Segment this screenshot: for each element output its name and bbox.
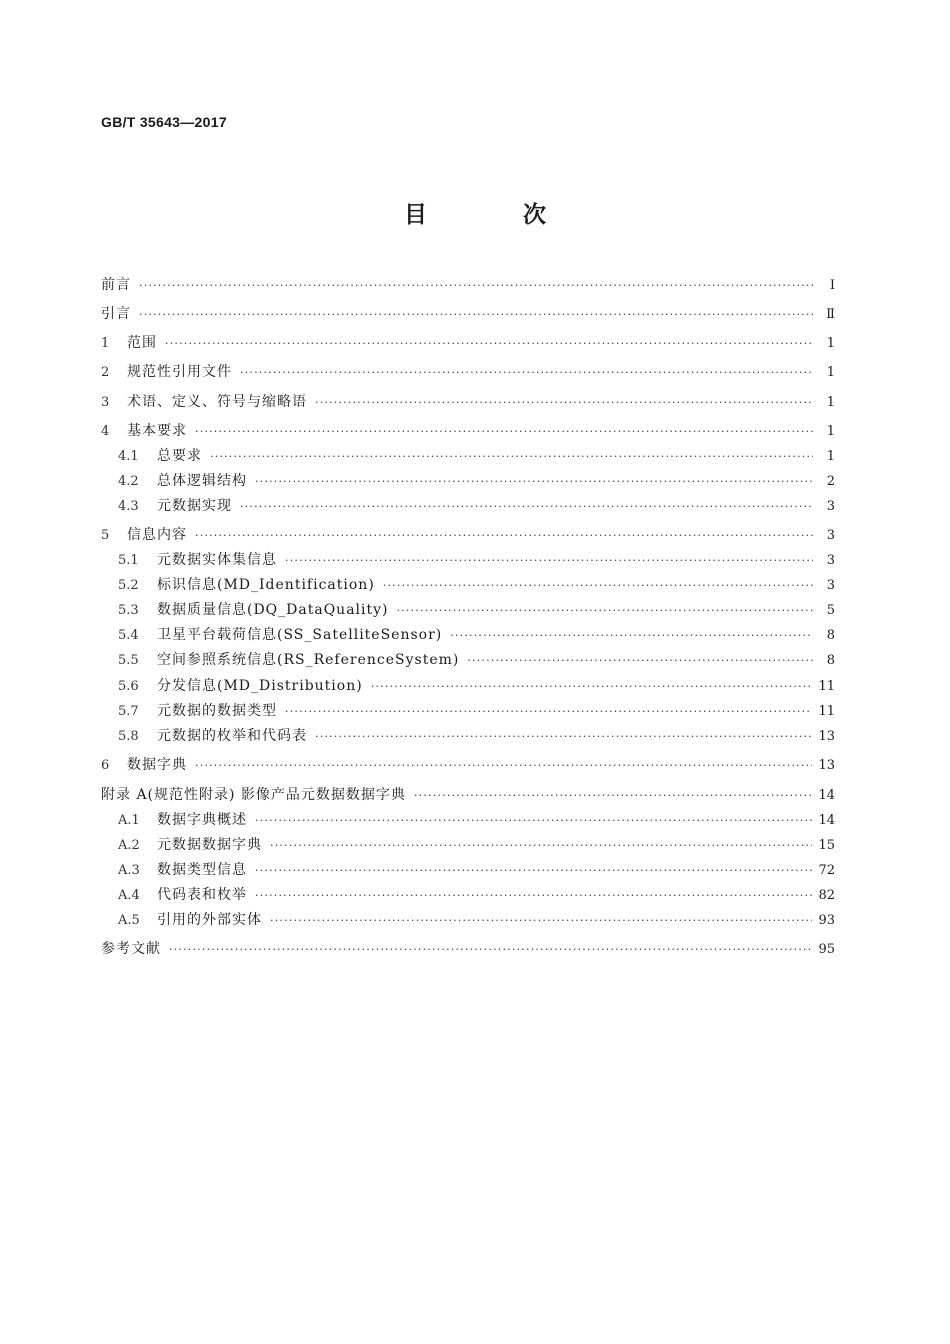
dot-leader [467,650,813,672]
dot-leader [165,333,813,355]
toc-entry-number: A.5 [118,913,140,928]
toc-entry-number: 5 [101,528,110,543]
toc-entry-page-number: 95 [818,942,835,957]
toc-entry-title: 总要求 [157,448,202,464]
toc-entry[interactable] [118,700,835,722]
toc-entry-page-number: 8 [826,628,835,643]
toc-entry-title: 参考文献 [101,941,161,957]
toc-entry[interactable] [118,834,835,856]
dot-leader [255,885,812,907]
dot-leader [383,575,813,597]
toc-entry-number: 5.5 [118,653,139,668]
toc-entry-page-number: 2 [826,474,835,489]
toc-entry-page-number: 11 [818,679,835,694]
toc-entry[interactable] [118,574,835,596]
page-title: 目 次 [403,202,590,228]
toc-entry-title: 分发信息(MD_Distribution) [157,678,363,694]
toc-entry-page-number: Ⅱ [826,307,835,322]
toc-entry-number: 5.4 [118,628,139,643]
dot-leader [270,835,812,857]
toc-entry-title: 总体逻辑结构 [157,473,247,489]
toc-entry[interactable] [118,909,835,931]
dot-leader [285,701,812,723]
toc-entry-number: 1 [101,336,110,351]
dot-leader [210,446,813,468]
dot-leader [315,726,812,748]
dot-leader [195,755,812,777]
toc-entry[interactable] [101,524,835,546]
toc-entry[interactable] [118,624,835,646]
dot-leader [240,362,813,384]
toc-entry-title: 数据质量信息(DQ_DataQuality) [157,602,389,618]
toc-entry[interactable] [118,649,835,671]
toc-entry[interactable] [118,599,835,621]
toc-entry-title: 代码表和枚举 [157,887,247,903]
toc-entry-number: A.3 [118,863,140,878]
toc-entry-page-number: 3 [826,553,835,568]
dot-leader [255,860,812,882]
toc-entry-page-number: 3 [826,528,835,543]
toc-entry[interactable] [101,754,835,776]
toc-entry[interactable] [118,884,835,906]
toc-entry-page-number: 1 [826,336,835,351]
toc-entry-title: 标识信息(MD_Identification) [157,577,375,593]
toc-entry-title: 范围 [127,335,157,351]
toc-entry-number: 2 [101,365,110,380]
toc-entry-number: 5.2 [118,578,139,593]
toc-entry-title: 元数据数据字典 [157,837,262,853]
toc-entry-title: 引用的外部实体 [157,912,262,928]
toc-entry[interactable] [101,332,835,354]
toc-entry[interactable] [118,495,835,517]
toc-entry[interactable] [118,809,835,831]
toc-entry-page-number: 15 [818,838,835,853]
dot-leader [255,471,813,493]
toc-entry-title: 元数据的枚举和代码表 [157,728,307,744]
toc-entry-number: 3 [101,395,110,410]
toc-entry-number: 5.3 [118,603,139,618]
toc-entry-page-number: 14 [818,813,835,828]
toc-entry-number: 4.2 [118,474,139,489]
toc-entry-number: 5.1 [118,553,139,568]
toc-entry[interactable] [118,549,835,571]
toc-entry-page-number: 1 [826,365,835,380]
toc-entry-title: 引言 [101,306,131,322]
dot-leader [371,676,813,698]
dot-leader [139,304,813,326]
toc-entry-title: 元数据实现 [157,498,232,514]
toc-entry-title: 术语、定义、符号与缩略语 [127,394,307,410]
dot-leader [240,496,813,518]
toc-entry[interactable] [118,470,835,492]
toc-entry-page-number: 13 [818,729,835,744]
dot-leader [414,785,813,807]
dot-leader [450,625,813,647]
toc-entry-title: 信息内容 [127,527,187,543]
toc-entry[interactable] [101,391,835,413]
toc-entry-number: 5.8 [118,729,139,744]
toc-entry-title: 附录 A(规范性附录) 影像产品元数据数据字典 [101,787,406,803]
toc-entry-page-number: 93 [818,913,835,928]
toc-entry-page-number: 8 [826,653,835,668]
dot-leader [285,550,813,572]
toc-entry-page-number: 1 [826,449,835,464]
toc-entry[interactable] [101,274,835,296]
toc-entry[interactable] [101,784,835,806]
toc-entry-title: 元数据的数据类型 [157,703,277,719]
toc-entry[interactable] [101,938,835,960]
toc-entry-number: A.2 [118,838,140,853]
toc-entry[interactable] [118,725,835,747]
dot-leader [255,810,812,832]
dot-leader [397,600,813,622]
toc-entry-title: 数据字典概述 [157,812,247,828]
dot-leader [315,392,813,414]
toc-entry-title: 基本要求 [127,423,187,439]
toc-entry-title: 规范性引用文件 [127,364,232,380]
toc-entry-page-number: 13 [818,758,835,773]
toc-entry[interactable] [118,675,835,697]
toc-entry[interactable] [101,420,835,442]
toc-entry-page-number: Ⅰ [829,278,835,293]
toc-entry-page-number: 5 [826,603,835,618]
toc-entry-title: 空间参照系统信息(RS_ReferenceSystem) [157,652,460,668]
dot-leader [195,421,813,443]
toc-entry-title: 元数据实体集信息 [157,552,277,568]
toc-entry-page-number: 1 [826,424,835,439]
toc-entry[interactable] [101,303,835,325]
toc-entry-page-number: 3 [826,578,835,593]
toc-entry-page-number: 3 [826,499,835,514]
dot-leader [169,939,812,961]
toc-entry-number: 6 [101,758,110,773]
toc-entry[interactable] [101,361,835,383]
toc-entry[interactable] [118,445,835,467]
toc-entry-title: 数据字典 [127,757,187,773]
dot-leader [195,525,813,547]
toc-entry-page-number: 1 [826,395,835,410]
toc-entry-page-number: 11 [818,704,835,719]
dot-leader [270,910,812,932]
toc-entry-page-number: 72 [818,863,835,878]
toc-entry-title: 数据类型信息 [157,862,247,878]
toc-entry-number: A.1 [118,813,140,828]
toc-entry-number: 4 [101,424,110,439]
toc-entry-number: 5.7 [118,704,139,719]
toc-entry[interactable] [118,859,835,881]
dot-leader [139,275,813,297]
toc-entry-title: 卫星平台载荷信息(SS_SatelliteSensor) [157,627,443,643]
toc-entry-page-number: 14 [818,788,835,803]
toc-entry-number: 4.3 [118,499,139,514]
standard-code: GB/T 35643—2017 [101,114,227,130]
toc-entry-title: 前言 [101,277,131,293]
toc-entry-number: 4.1 [118,449,139,464]
toc-entry-number: 5.6 [118,679,139,694]
toc-entry-page-number: 82 [818,888,835,903]
toc-entry-number: A.4 [118,888,140,903]
